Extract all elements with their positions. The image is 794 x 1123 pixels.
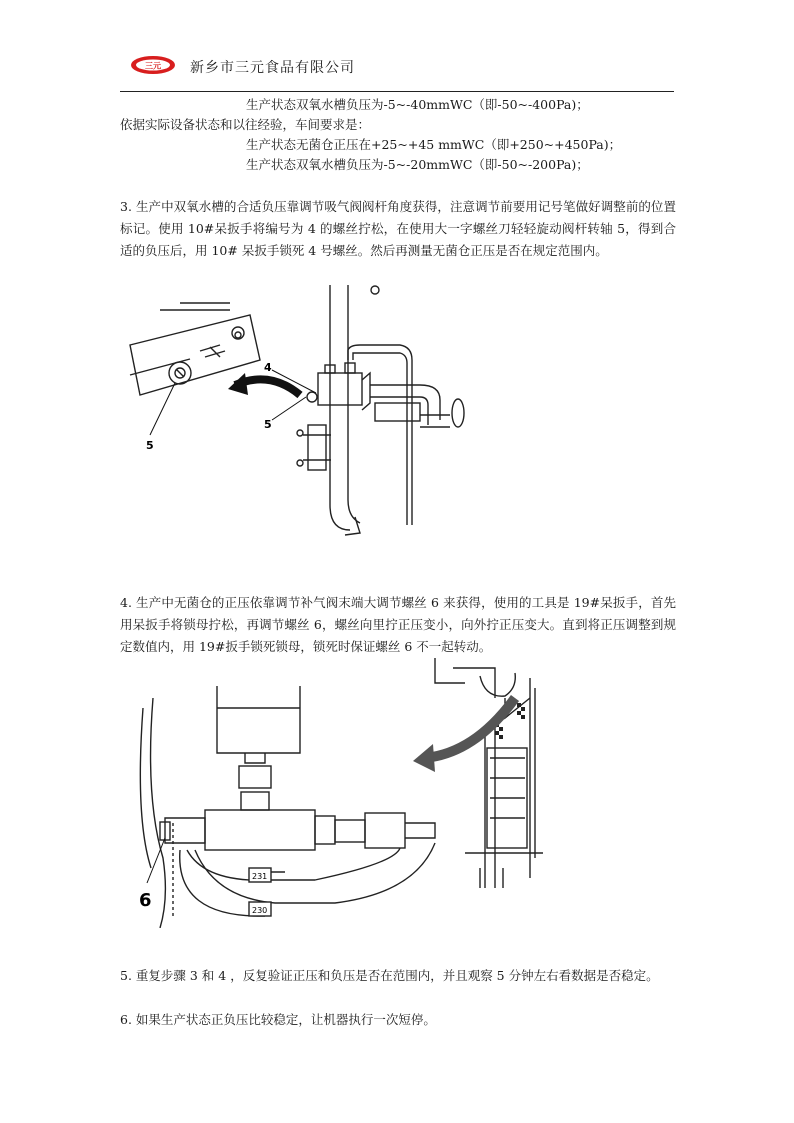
hose-tag-231: 231 xyxy=(252,872,268,881)
step-6: 6. 如果生产状态正负压比较稳定，让机器执行一次短停。 xyxy=(120,1012,436,1027)
label-4: 4 xyxy=(264,361,272,374)
suction-valve-figure xyxy=(120,285,500,545)
label-5-main: 5 xyxy=(264,418,272,431)
page-header xyxy=(120,52,674,92)
company-name: 新乡市三元食品有限公司 xyxy=(190,60,355,76)
air-supply-valve-figure xyxy=(135,658,555,928)
company-logo xyxy=(130,54,176,76)
line-h2o2-negative-req: 生产状态双氧水槽负压为-5~-20mmWC（即-50~-200Pa)； xyxy=(246,157,589,172)
line-h2o2-negative: 生产状态双氧水槽负压为-5~-40mmWC（即-50~-400Pa)； xyxy=(246,97,589,112)
label-5-detail: 5 xyxy=(146,439,154,452)
step-5: 5. 重复步骤 3 和 4 ，反复验证正压和负压是否在范围内，并且观察 5 分钟左右看数据是否稳定。 xyxy=(120,968,659,983)
step-4: 4. 生产中无菌仓的正压依靠调节补气阀末端大调节螺丝 6 来获得，使用的工具是 19#呆扳手，首先用呆扳手将锁母拧松，再调节螺丝 6，螺丝向里拧正压变小，向外拧正压变大。直到将正压调整到规定数值内，用 19#扳手锁死锁母，锁死时保证螺丝 6 不一起转动。 xyxy=(120,595,676,654)
logo-text: 三元 xyxy=(145,61,161,71)
label-6: 6 xyxy=(139,890,152,911)
line-requirement: 依据实际设备状态和以往经验，车间要求是： xyxy=(120,117,371,132)
hose-tag-230: 230 xyxy=(252,906,268,915)
line-aseptic-positive: 生产状态无菌仓正压在+25~+45 mmWC（即+250~+450Pa)； xyxy=(246,137,622,152)
step-3: 3. 生产中双氧水槽的合适负压靠调节吸气阀阀杆角度获得，注意调节前要用记号笔做好调整前的位置标记。使用 10#呆扳手将编号为 4 的螺丝拧松，在使用大一字螺丝刀轻轻旋动阀杆转轴 5，得到合适的负压后，用 10# 呆扳手锁死 4 号螺丝。然后再测量无菌仓正压是否在规定范围内。 xyxy=(120,199,676,258)
